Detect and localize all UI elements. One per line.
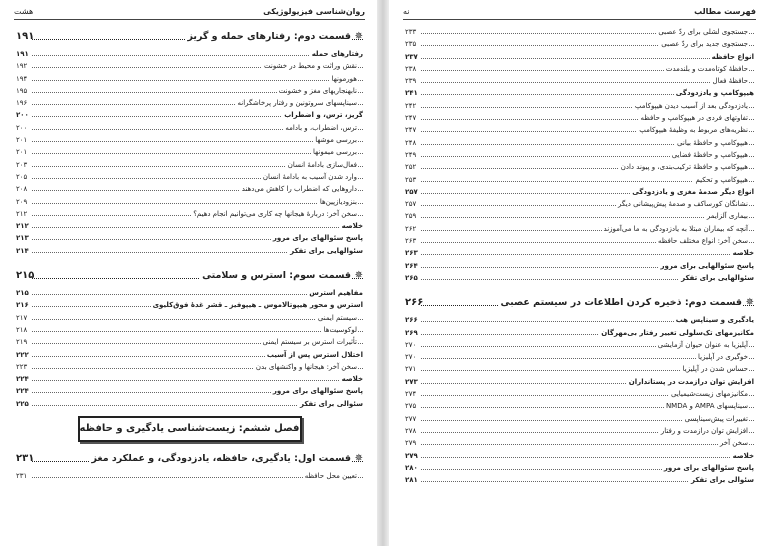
toc-entry-row bbox=[405, 87, 754, 99]
toc-entry-row bbox=[405, 327, 754, 339]
toc-entry-label: گریز، ترس، و اضطراب bbox=[282, 109, 363, 121]
toc-entry-label: حساس شدن در آپلیزیا bbox=[681, 363, 748, 375]
toc-entry-label: هیپوکامپ و حافظهٔ فضایی bbox=[670, 149, 748, 161]
toc-entry-label: قسمت دوم: ذخیره کردن اطلاعات در سیستم عصبی bbox=[499, 292, 742, 314]
toc-page-number: ۲۷۸ bbox=[405, 426, 417, 435]
toc-page-number: ۲۰۵ bbox=[16, 172, 28, 181]
toc-page-number: ۲۷۱ bbox=[405, 365, 417, 374]
dot-leader bbox=[32, 203, 363, 204]
toc-entry-row bbox=[405, 400, 754, 412]
toc-entry-row bbox=[405, 314, 754, 326]
toc-entry-label: وارد شدن آسیب به بادامهٔ انسان bbox=[261, 171, 357, 183]
toc-page-number: ۲۶۴ bbox=[405, 261, 418, 270]
toc-page-number: ۲۵۳ bbox=[405, 175, 417, 184]
toc-entry-label: پاسخ سئوالهای برای مرور bbox=[271, 232, 363, 244]
toc-entry-label: پاسخ سئوالهای برای مرور bbox=[662, 462, 754, 474]
toc-page-number: ۱۹۵ bbox=[16, 86, 28, 95]
toc-entry-label: تأثیرات استرس بر سیستم ایمنی bbox=[261, 336, 357, 348]
book-gutter bbox=[377, 0, 389, 546]
toc-page-number: ۲۸۱ bbox=[405, 476, 418, 485]
dot-leader bbox=[32, 80, 363, 81]
toc-entry-row bbox=[405, 235, 754, 247]
toc-entry-row bbox=[405, 462, 754, 474]
toc-page-number: ۲۳۱ bbox=[16, 453, 35, 465]
toc-page-number: ۱۹۶ bbox=[16, 99, 28, 108]
toc-entry-label: نابهنجاریهای مغز و خشونت bbox=[277, 85, 357, 97]
dot-leader bbox=[421, 82, 754, 83]
toc-entry-row bbox=[16, 85, 363, 97]
toc-page-number: ۲۰۹ bbox=[16, 197, 28, 206]
toc-entry-row bbox=[405, 26, 754, 38]
toc-entry-label: افزایش توان درازمدت و رفتار bbox=[659, 425, 748, 437]
toc-entry-row bbox=[16, 220, 363, 232]
toc-entry-label: یادگیری و سیناپس هب bbox=[674, 314, 754, 326]
toc-page-number: ۲۱۷ bbox=[16, 313, 28, 322]
toc-spacer bbox=[16, 257, 363, 265]
toc-entry-row bbox=[405, 63, 754, 75]
toc-page-number: ۲۱۲ bbox=[16, 209, 28, 218]
toc-entry-label: انواع دیگر صدمهٔ مغزی و یادزدودگی bbox=[630, 186, 754, 198]
toc-entry-label: قسمت اول: یادگیری، حافظه، یادزدودگی، و عملکرد مغز bbox=[89, 448, 351, 470]
toc-entry-row bbox=[16, 97, 363, 109]
toc-page-number: ۲۴۷ bbox=[405, 114, 417, 123]
toc-page-number: ۲۳۵ bbox=[405, 40, 417, 49]
toc-page-number: ۲۵۲ bbox=[405, 163, 417, 172]
sun-ornament-icon: ✵ bbox=[745, 297, 754, 309]
toc-page-number: ۲۴۱ bbox=[405, 89, 418, 98]
right-page-header bbox=[403, 7, 756, 20]
toc-page-number: ۲۳۱ bbox=[16, 472, 28, 481]
toc-entry-label: پاسخ سئوالهایی برای مرور bbox=[659, 260, 754, 272]
toc-entry-row bbox=[16, 60, 363, 72]
toc-entry-row bbox=[405, 75, 754, 87]
toc-entry-row bbox=[16, 373, 363, 385]
left-header-page-number: هشت bbox=[14, 7, 34, 16]
toc-page-number: ۲۱۵ bbox=[16, 289, 29, 298]
toc-entry-row bbox=[16, 398, 363, 410]
chapter-title-box: فصل ششم: زیست‌شناسی یادگیری و حافظه bbox=[78, 416, 302, 442]
toc-entry-row bbox=[16, 336, 363, 348]
toc-page-number: ۱۹۱ bbox=[16, 31, 35, 42]
toc-page-number: ۲۷۹ bbox=[405, 451, 418, 460]
toc-page-number: ۲۳۹ bbox=[405, 77, 417, 86]
right-toc-list bbox=[405, 26, 754, 486]
toc-entry-row bbox=[405, 38, 754, 50]
toc-page-number: ۲۲۲ bbox=[16, 350, 29, 359]
toc-section-row bbox=[16, 26, 363, 48]
toc-entry-row bbox=[405, 174, 754, 186]
left-toc-list bbox=[16, 26, 363, 482]
toc-entry-label: سئوالهایی برای تفکر bbox=[679, 272, 754, 284]
toc-page-number: ۲۰۰ bbox=[16, 123, 28, 132]
toc-entry-row bbox=[405, 112, 754, 124]
dot-leader bbox=[421, 444, 754, 445]
toc-entry-label: سئوالی برای تفکر bbox=[689, 474, 754, 486]
toc-page-number: ۲۱۹ bbox=[16, 338, 28, 347]
toc-page-number: ۲۷۵ bbox=[405, 402, 417, 411]
toc-page-number: ۲۶۶ bbox=[405, 316, 418, 325]
toc-entry-row bbox=[405, 450, 754, 462]
toc-entry-label: سیناپسهای سروتونین و رفتار پرخاشگرانه bbox=[236, 97, 357, 109]
toc-entry-row bbox=[16, 109, 363, 121]
toc-page-number: ۲۱۴ bbox=[16, 246, 29, 255]
toc-entry-row bbox=[405, 100, 754, 112]
toc-entry-row bbox=[16, 349, 363, 361]
toc-page-number: ۲۲۵ bbox=[16, 399, 29, 408]
toc-entry-row bbox=[16, 196, 363, 208]
dot-leader bbox=[32, 380, 363, 381]
toc-entry-label: فعال‌سازی بادامهٔ انسان bbox=[286, 159, 357, 171]
toc-page-number: ۲۵۷ bbox=[405, 187, 418, 196]
toc-page-number: ۲۱۲ bbox=[16, 222, 29, 231]
toc-page-number: ۲۴۲ bbox=[405, 101, 417, 110]
left-page bbox=[0, 0, 377, 546]
toc-entry-label: هیپوکامپ و تحکیم bbox=[693, 174, 748, 186]
toc-page-number: ۲۴۷ bbox=[405, 126, 417, 135]
sun-ornament-icon: ✵ bbox=[354, 31, 363, 42]
sun-ornament-icon: ✵ bbox=[354, 453, 363, 465]
toc-entry-label: سئوالهایی برای تفکر bbox=[288, 245, 363, 257]
toc-entry-label: نقش وراثت و محیط در خشونت bbox=[262, 60, 357, 72]
toc-entry-label: تعیین محل حافظه bbox=[303, 470, 357, 482]
toc-entry-label: ترس، اضطراب، و بادامه bbox=[283, 122, 357, 134]
toc-entry-row bbox=[16, 48, 363, 60]
toc-entry-row bbox=[16, 134, 363, 146]
toc-entry-row bbox=[405, 425, 754, 437]
toc-entry-row bbox=[405, 272, 754, 284]
toc-entry-label: بررسی موشها bbox=[313, 134, 357, 146]
toc-entry-row bbox=[405, 161, 754, 173]
toc-page-number: ۱۹۱ bbox=[16, 50, 29, 58]
toc-entry-label: جستجوی لشلی برای ردّ عصبی bbox=[656, 26, 748, 38]
toc-entry-label: خلاصه bbox=[340, 220, 363, 232]
toc-entry-label: پاسخ سئوالهای برای مرور bbox=[271, 385, 363, 397]
toc-entry-label: استرس و محور هیپوتالاموس ـ هیپوفیز ـ قشر غدهٔ فوق‌کلیوی bbox=[151, 299, 363, 311]
toc-page-number: ۲۶۶ bbox=[405, 297, 424, 309]
toc-entry-row bbox=[16, 245, 363, 257]
dot-leader bbox=[421, 457, 754, 458]
toc-entry-label: سخن آخر: انواع مختلف حافظه bbox=[656, 235, 748, 247]
toc-entry-label: انواع حافظه bbox=[710, 51, 754, 63]
left-page-header bbox=[14, 7, 365, 20]
toc-entry-row bbox=[405, 149, 754, 161]
toc-entry-label: خوگیری در آپلیزیا bbox=[696, 351, 748, 363]
right-header-title: فهرست مطالب bbox=[694, 7, 756, 16]
toc-page-number: ۱۹۴ bbox=[16, 74, 28, 83]
toc-entry-row bbox=[405, 186, 754, 198]
toc-entry-row bbox=[405, 260, 754, 272]
toc-entry-row bbox=[405, 363, 754, 375]
toc-entry-label: مفاهیم استرس bbox=[307, 287, 363, 299]
toc-entry-row bbox=[405, 51, 754, 63]
toc-entry-label: نظریه‌های مربوط به وظیفهٔ هیپوکامپ bbox=[637, 124, 748, 136]
toc-entry-row bbox=[405, 376, 754, 388]
toc-entry-row bbox=[16, 324, 363, 336]
toc-entry-row bbox=[16, 361, 363, 373]
toc-entry-row bbox=[405, 474, 754, 486]
toc-entry-row bbox=[16, 232, 363, 244]
toc-page-number: ۲۷۴ bbox=[405, 390, 417, 399]
dot-leader bbox=[421, 58, 754, 59]
toc-entry-row bbox=[405, 137, 754, 149]
toc-entry-label: خلاصه bbox=[340, 373, 363, 385]
toc-entry-row bbox=[16, 385, 363, 397]
toc-entry-label: قسمت دوم: رفتارهای حمله و گریز bbox=[185, 26, 351, 48]
toc-entry-label: هیپوکامپ و یادزدودگی bbox=[674, 87, 754, 99]
toc-entry-row bbox=[405, 388, 754, 400]
left-header-title: روان‌شناسی فیزیولوژیکی bbox=[263, 7, 365, 16]
toc-entry-row bbox=[405, 124, 754, 136]
toc-entry-label: بررسی میمونها bbox=[311, 146, 357, 158]
toc-entry-label: مکانیزمهای زیست‌شیمیایی bbox=[669, 388, 748, 400]
toc-page-number: ۲۷۳ bbox=[405, 377, 418, 386]
toc-spacer bbox=[405, 284, 754, 292]
toc-page-number: ۱۹۲ bbox=[16, 62, 28, 71]
toc-entry-label: سیناپسهای AMPA و NMDA bbox=[664, 400, 748, 412]
toc-entry-row bbox=[16, 159, 363, 171]
toc-entry-label: آنچه که بیماران مبتلا به یادزدودگی به ما می‌آموزند bbox=[602, 223, 748, 235]
toc-page-number: ۲۶۳ bbox=[405, 237, 417, 246]
toc-entry-label: خلاصه bbox=[731, 450, 754, 462]
toc-section-row bbox=[16, 448, 363, 470]
toc-entry-row bbox=[405, 247, 754, 259]
toc-entry-row bbox=[16, 183, 363, 195]
toc-entry-row bbox=[16, 299, 363, 311]
toc-page-number: ۲۰۱ bbox=[16, 136, 28, 145]
dot-leader bbox=[32, 331, 363, 332]
toc-entry-row bbox=[405, 351, 754, 363]
toc-entry-label: آپلیزیا به عنوان حیوان آزمایشی bbox=[656, 339, 748, 351]
toc-page-number: ۲۳۳ bbox=[405, 28, 417, 36]
toc-entry-row bbox=[16, 208, 363, 220]
right-header-page-number: نه bbox=[403, 7, 410, 16]
toc-page-number: ۲۶۹ bbox=[405, 328, 418, 337]
toc-entry-label: سئوالی برای تفکر bbox=[298, 398, 363, 410]
toc-entry-label: تغییرات پیش‌سیناپسی bbox=[683, 413, 748, 425]
toc-page-number: ۲۳۸ bbox=[405, 64, 417, 73]
toc-entry-row bbox=[16, 312, 363, 324]
toc-page-number: ۲۴۸ bbox=[405, 138, 417, 147]
toc-page-number: ۲۲۴ bbox=[16, 387, 29, 396]
toc-entry-row bbox=[405, 198, 754, 210]
toc-entry-label: مکانیزمهای تک‌سلولی تغییر رفتار بی‌مهرگان bbox=[599, 327, 754, 339]
toc-page-number: ۲۰۱ bbox=[16, 148, 28, 157]
toc-page-number: ۲۴۹ bbox=[405, 150, 417, 159]
sun-ornament-icon: ✵ bbox=[354, 270, 363, 282]
toc-page-number: ۲۱۶ bbox=[16, 301, 29, 310]
toc-page-number: ۲۶۵ bbox=[405, 273, 418, 282]
toc-entry-label: حافظهٔ فعال bbox=[711, 75, 748, 87]
toc-entry-row bbox=[405, 339, 754, 351]
toc-entry-label: حافظهٔ کوتاه‌مدت و بلندمدت bbox=[664, 63, 748, 75]
toc-entry-row bbox=[405, 210, 754, 222]
toc-page-number: ۲۱۳ bbox=[16, 234, 29, 243]
dot-leader bbox=[32, 319, 363, 320]
toc-entry-row bbox=[16, 287, 363, 299]
toc-page-number: ۲۸۰ bbox=[405, 463, 418, 472]
toc-page-number: ۲۲۴ bbox=[16, 375, 29, 384]
toc-page-number: ۲۵۷ bbox=[405, 200, 417, 209]
toc-page-number: ۲۷۰ bbox=[405, 353, 417, 362]
toc-entry-label: بنزودیازپین‌ها bbox=[318, 196, 357, 208]
toc-entry-row bbox=[16, 73, 363, 85]
toc-entry-row bbox=[16, 470, 363, 482]
toc-entry-label: رفتارهای حمله bbox=[310, 48, 363, 60]
toc-entry-label: هورمونها bbox=[330, 73, 357, 85]
toc-entry-label: افزایش توان درازمدت در پستانداران bbox=[627, 376, 754, 388]
toc-entry-label: یادزدودگی بعد از آسیب دیدن هیپوکامپ bbox=[633, 100, 748, 112]
toc-entry-row bbox=[16, 146, 363, 158]
toc-entry-label: لوکوسیت‌ها bbox=[322, 324, 357, 336]
toc-page-number: ۲۳۷ bbox=[405, 52, 418, 61]
toc-section-row bbox=[16, 265, 363, 287]
toc-entry-label: داروهایی که اضطراب را کاهش می‌دهند bbox=[240, 183, 357, 195]
toc-entry-label: نشانگان کورساکف و صدمهٔ پیش‌پیشانی دیگر bbox=[616, 198, 748, 210]
toc-page-number: ۲۰۰ bbox=[16, 111, 29, 120]
toc-entry-label: هیپوکامپ و حافظهٔ بیانی bbox=[675, 137, 748, 149]
toc-page-number: ۲۷۹ bbox=[405, 439, 417, 448]
toc-entry-row bbox=[16, 171, 363, 183]
dot-leader bbox=[32, 227, 363, 228]
toc-entry-label: خلاصه bbox=[731, 247, 754, 259]
toc-page-number: ۲۷۰ bbox=[405, 340, 417, 349]
toc-page-number: ۲۰۸ bbox=[16, 185, 28, 194]
toc-entry-label: سخن آخر bbox=[718, 437, 748, 449]
toc-entry-label: جستجوی جدید برای ردّ عصبی bbox=[659, 38, 748, 50]
toc-entry-row bbox=[405, 437, 754, 449]
toc-page-number: ۲۱۵ bbox=[16, 270, 35, 282]
toc-page-number: ۲۷۷ bbox=[405, 414, 417, 423]
toc-entry-label: بیماری آلزایمر bbox=[705, 210, 748, 222]
toc-entry-row bbox=[405, 413, 754, 425]
toc-entry-label: سخن آخر: دربارهٔ هیجانها چه کاری می‌توانیم انجام دهیم؟ bbox=[191, 208, 357, 220]
toc-entry-row bbox=[16, 122, 363, 134]
toc-section-row bbox=[405, 292, 754, 314]
toc-page-number: ۲۵۹ bbox=[405, 212, 417, 221]
toc-entry-label: اختلال استرس پس از آسیب bbox=[265, 349, 363, 361]
right-page bbox=[389, 0, 768, 546]
toc-page-number: ۲۰۳ bbox=[16, 160, 28, 169]
toc-entry-label: سیستم ایمنی bbox=[316, 312, 357, 324]
toc-page-number: ۲۱۸ bbox=[16, 325, 28, 334]
toc-entry-label: تفاوتهای فردی در هیپوکامپ و حافظه bbox=[638, 112, 748, 124]
toc-page-number: ۲۶۲ bbox=[405, 224, 417, 233]
toc-entry-label: هیپوکامپ و حافظهٔ ترکیب‌بندی، و پیوند دادن bbox=[619, 161, 748, 173]
toc-entry-row bbox=[405, 223, 754, 235]
dot-leader bbox=[421, 254, 754, 255]
toc-entry-label: قسمت سوم: استرس و سلامتی bbox=[200, 265, 351, 287]
toc-page-number: ۲۶۳ bbox=[405, 249, 418, 258]
toc-entry-label: سخن آخر: هیجانها و واکنشهای بدن bbox=[254, 361, 357, 373]
toc-page-number: ۲۲۳ bbox=[16, 362, 28, 371]
